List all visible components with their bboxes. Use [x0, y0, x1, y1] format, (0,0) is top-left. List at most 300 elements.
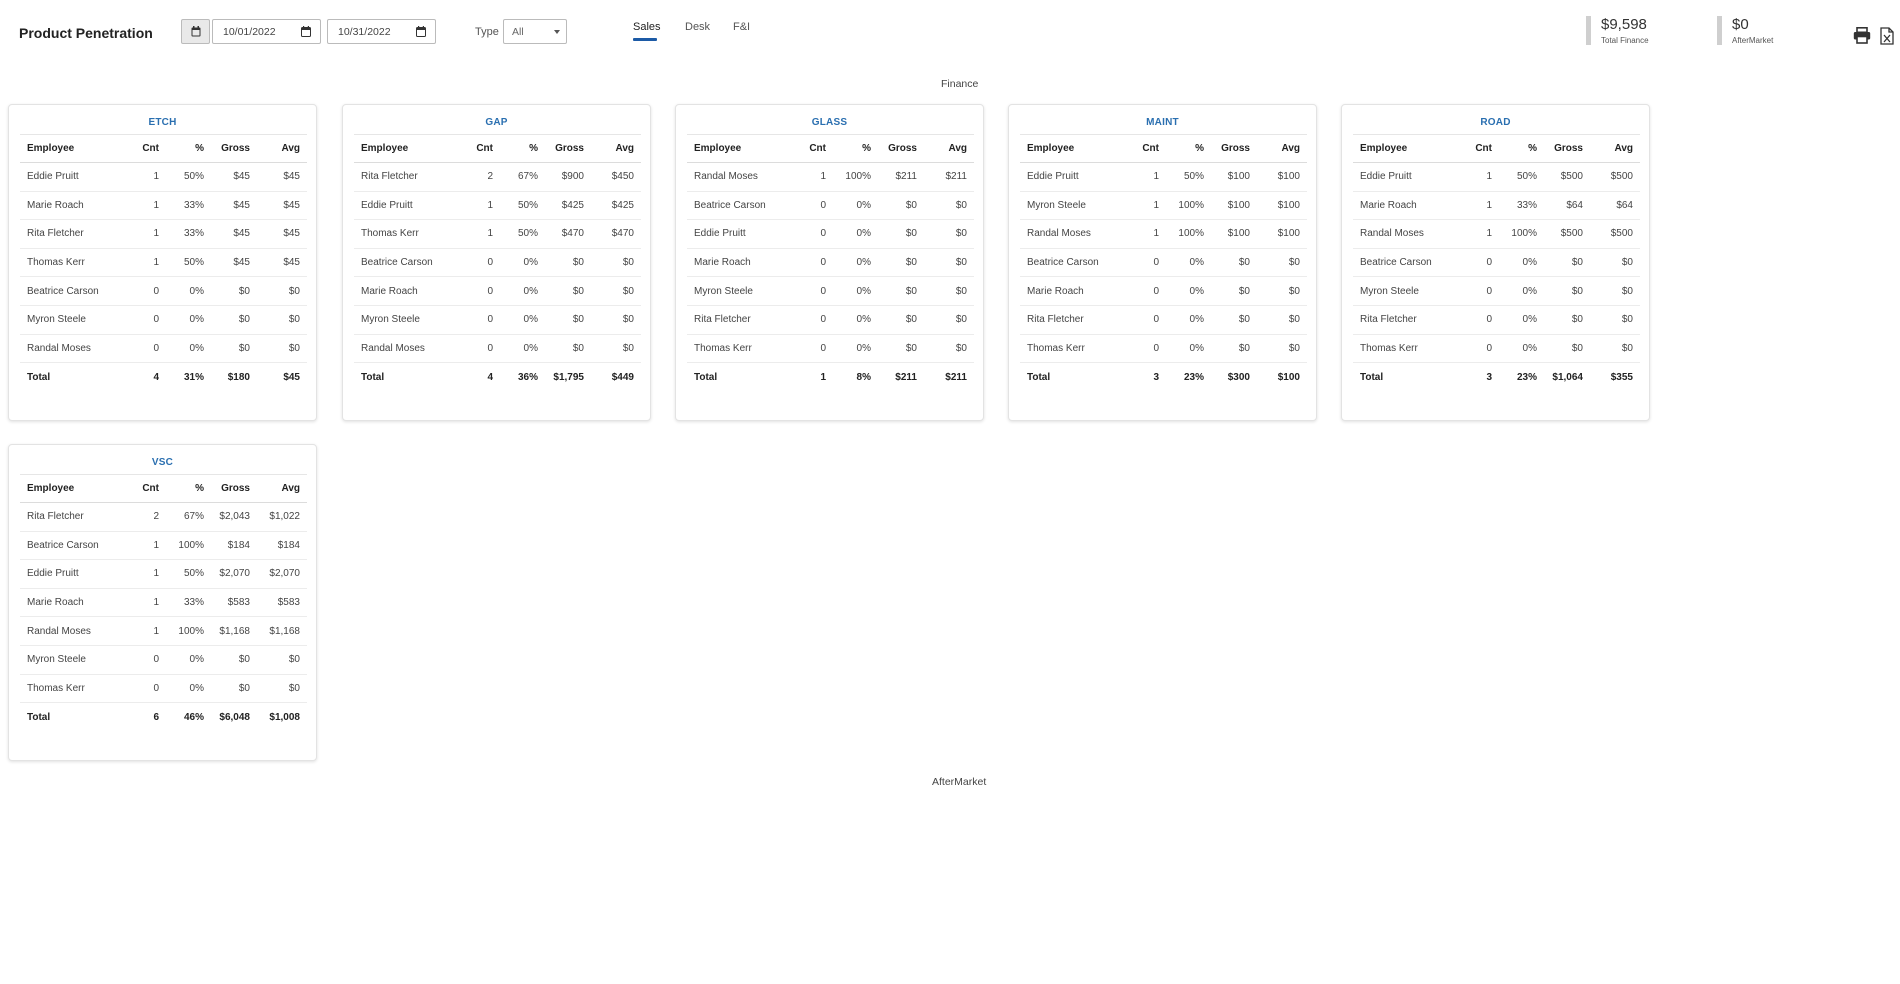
calendar-icon[interactable] — [416, 26, 426, 37]
table-row — [354, 191, 641, 220]
cell-employee-name: Marie Roach — [20, 191, 120, 220]
cell-average: $0 — [257, 305, 307, 334]
date-from-value: 10/01/2022 — [223, 26, 276, 38]
calendar-button[interactable] — [181, 19, 210, 44]
type-select[interactable] — [503, 19, 567, 44]
cell-gross: $0 — [211, 305, 257, 334]
cell-count: 0 — [787, 191, 833, 220]
total-average: $211 — [945, 371, 967, 383]
table-row — [1353, 220, 1640, 249]
cell-count: 0 — [1120, 305, 1166, 334]
cell-employee-name: Myron Steele — [20, 645, 120, 674]
cell-count: 1 — [120, 163, 166, 192]
total-gross: $180 — [227, 371, 250, 383]
total-average: $45 — [283, 371, 300, 383]
column-header-employee[interactable]: Employee — [20, 135, 120, 163]
calendar-icon — [191, 26, 201, 37]
column-header-cnt[interactable]: Cnt — [120, 475, 166, 503]
column-header-gross[interactable]: Gross — [1211, 135, 1257, 163]
cell-count: 1 — [120, 560, 166, 589]
excel-export-icon[interactable] — [1880, 27, 1894, 45]
card-title: MAINT — [1146, 117, 1179, 128]
cell-count: 2 — [120, 503, 166, 532]
cell-percent: 0% — [166, 645, 211, 674]
cell-employee-name: Beatrice Carson — [687, 191, 787, 220]
cell-percent: 0% — [166, 277, 211, 306]
cell-employee-name: Randal Moses — [1353, 220, 1453, 249]
cell-employee-name: Marie Roach — [1353, 191, 1453, 220]
table-row — [354, 220, 641, 249]
active-tab-indicator — [633, 38, 657, 41]
cell-gross: $0 — [545, 248, 591, 277]
table-row — [354, 248, 641, 277]
cell-percent: 33% — [1499, 191, 1544, 220]
cell-employee-name: Myron Steele — [354, 305, 454, 334]
table-row — [20, 277, 307, 306]
cell-gross: $0 — [878, 277, 924, 306]
cell-percent: 67% — [166, 503, 211, 532]
date-from-input[interactable] — [212, 19, 321, 44]
column-header-employee[interactable]: Employee — [20, 475, 120, 503]
cell-average: $0 — [1257, 248, 1307, 277]
cell-count: 0 — [1453, 305, 1499, 334]
cell-average: $0 — [1257, 334, 1307, 363]
date-to-value: 10/31/2022 — [338, 26, 391, 38]
cell-gross: $500 — [1544, 220, 1590, 249]
cell-gross: $211 — [878, 163, 924, 192]
column-header-gross[interactable]: Gross — [545, 135, 591, 163]
total-average: $1,008 — [269, 711, 300, 723]
cell-average: $0 — [591, 334, 641, 363]
total-employee-name: Total — [27, 711, 51, 723]
cell-average: $0 — [257, 674, 307, 703]
column-header-avg[interactable]: Avg — [257, 135, 307, 163]
cell-average: $1,168 — [257, 617, 307, 646]
table-row — [20, 674, 307, 703]
type-label: Type — [475, 26, 499, 38]
cell-average: $0 — [924, 277, 974, 306]
table-row — [687, 334, 974, 363]
cell-percent: 0% — [166, 674, 211, 703]
cell-average: $0 — [257, 277, 307, 306]
table-row — [1020, 220, 1307, 249]
cell-employee-name: Rita Fletcher — [1353, 305, 1453, 334]
table-row — [687, 163, 974, 192]
cell-employee-name: Randal Moses — [354, 334, 454, 363]
table-row — [1353, 191, 1640, 220]
cell-average: $45 — [257, 220, 307, 249]
cell-employee-name: Myron Steele — [1353, 277, 1453, 306]
cell-percent: 100% — [166, 531, 211, 560]
table-row — [1020, 248, 1307, 277]
cell-count: 1 — [1120, 220, 1166, 249]
total-employee-name: Total — [1360, 371, 1384, 383]
total-row — [687, 363, 974, 392]
cell-employee-name: Eddie Pruitt — [1353, 163, 1453, 192]
cell-count: 0 — [1120, 334, 1166, 363]
cell-gross: $0 — [211, 277, 257, 306]
cell-percent: 0% — [166, 305, 211, 334]
cell-average: $0 — [1590, 305, 1640, 334]
cell-percent: 50% — [1499, 163, 1544, 192]
card-title: ETCH — [148, 117, 177, 128]
cell-percent: 33% — [166, 220, 211, 249]
table-row — [20, 645, 307, 674]
cell-percent: 50% — [166, 163, 211, 192]
table-row — [20, 191, 307, 220]
toolbar — [0, 0, 1900, 64]
table-row — [20, 248, 307, 277]
column-header-pct[interactable]: % — [1499, 135, 1544, 163]
cell-count: 0 — [120, 277, 166, 306]
cell-average: $64 — [1590, 191, 1640, 220]
total-row — [354, 363, 641, 392]
cell-count: 1 — [787, 163, 833, 192]
total-percent: 23% — [1516, 371, 1537, 383]
tab-sales[interactable]: Sales — [633, 21, 661, 33]
cell-gross: $583 — [211, 588, 257, 617]
tab-fi[interactable]: F&I — [733, 21, 751, 33]
column-header-pct[interactable]: % — [1166, 135, 1211, 163]
product-card-etch — [8, 104, 317, 421]
table-row — [20, 588, 307, 617]
cell-gross: $0 — [545, 277, 591, 306]
cell-percent: 0% — [500, 305, 545, 334]
cell-employee-name: Eddie Pruitt — [687, 220, 787, 249]
table-header-row — [354, 135, 641, 163]
cell-percent: 0% — [1499, 277, 1544, 306]
cell-employee-name: Rita Fletcher — [1020, 305, 1120, 334]
cell-gross: $45 — [211, 191, 257, 220]
total-percent: 46% — [183, 711, 204, 723]
cell-count: 0 — [787, 305, 833, 334]
cell-gross: $64 — [1544, 191, 1590, 220]
column-header-avg[interactable]: Avg — [257, 475, 307, 503]
total-percent: 31% — [183, 371, 204, 383]
cell-employee-name: Thomas Kerr — [20, 674, 120, 703]
card-title: VSC — [151, 457, 174, 468]
cell-employee-name: Beatrice Carson — [1020, 248, 1120, 277]
cell-gross: $0 — [1211, 334, 1257, 363]
penetration-table — [20, 134, 307, 391]
cell-gross: $900 — [545, 163, 591, 192]
column-header-pct[interactable]: % — [500, 135, 545, 163]
table-header-row — [1353, 135, 1640, 163]
cell-employee-name: Randal Moses — [20, 334, 120, 363]
product-card-vsc — [8, 444, 317, 761]
cell-average: $100 — [1257, 191, 1307, 220]
table-row — [20, 560, 307, 589]
column-header-gross[interactable]: Gross — [211, 135, 257, 163]
total-percent: 23% — [1183, 371, 1204, 383]
cell-percent: 0% — [500, 248, 545, 277]
cell-count: 1 — [120, 191, 166, 220]
cell-percent: 0% — [500, 277, 545, 306]
aftermarket-section-label: AfterMarket — [932, 776, 987, 788]
column-header-employee[interactable]: Employee — [1020, 135, 1120, 163]
cell-gross: $100 — [1211, 191, 1257, 220]
column-header-avg[interactable]: Avg — [1590, 135, 1640, 163]
table-row — [354, 277, 641, 306]
cell-gross: $0 — [211, 645, 257, 674]
product-card-glass — [675, 104, 984, 421]
cell-percent: 0% — [1166, 334, 1211, 363]
table-row — [20, 503, 307, 532]
cell-count: 0 — [787, 334, 833, 363]
cell-average: $470 — [591, 220, 641, 249]
cell-average: $45 — [257, 248, 307, 277]
cell-employee-name: Beatrice Carson — [20, 531, 120, 560]
cell-percent: 100% — [833, 163, 878, 192]
column-header-gross[interactable]: Gross — [878, 135, 924, 163]
cell-gross: $0 — [545, 305, 591, 334]
penetration-table — [687, 134, 974, 391]
cell-gross: $0 — [1544, 248, 1590, 277]
cell-gross: $0 — [878, 248, 924, 277]
total-gross: $1,795 — [553, 371, 584, 383]
finance-section-label: Finance — [941, 78, 979, 90]
cell-average: $100 — [1257, 220, 1307, 249]
cell-percent: 100% — [1166, 220, 1211, 249]
cell-percent: 67% — [500, 163, 545, 192]
cell-percent: 0% — [1166, 277, 1211, 306]
date-to-input[interactable] — [327, 19, 436, 44]
cell-employee-name: Marie Roach — [20, 588, 120, 617]
cell-percent: 0% — [833, 191, 878, 220]
cell-employee-name: Myron Steele — [20, 305, 120, 334]
cell-average: $1,022 — [257, 503, 307, 532]
cell-percent: 33% — [166, 191, 211, 220]
cell-average: $0 — [257, 334, 307, 363]
cell-percent: 100% — [1499, 220, 1544, 249]
aftermarket-label: AfterMarket — [1732, 36, 1774, 45]
total-count: 1 — [820, 371, 826, 383]
penetration-table — [1353, 134, 1640, 391]
product-card-gap — [342, 104, 651, 421]
cell-count: 0 — [454, 305, 500, 334]
column-header-cnt[interactable]: Cnt — [120, 135, 166, 163]
cell-gross: $45 — [211, 220, 257, 249]
cell-average: $500 — [1590, 220, 1640, 249]
cell-percent: 0% — [833, 277, 878, 306]
total-count: 4 — [487, 371, 493, 383]
column-header-pct[interactable]: % — [166, 475, 211, 503]
stat-bar — [1717, 16, 1722, 45]
cell-average: $425 — [591, 191, 641, 220]
print-icon[interactable] — [1853, 27, 1871, 44]
cell-average: $0 — [591, 305, 641, 334]
cell-percent: 0% — [833, 248, 878, 277]
table-row — [1353, 334, 1640, 363]
column-header-pct[interactable]: % — [833, 135, 878, 163]
total-employee-name: Total — [694, 371, 718, 383]
table-row — [20, 305, 307, 334]
cell-count: 0 — [787, 248, 833, 277]
cell-percent: 0% — [833, 220, 878, 249]
column-header-avg[interactable]: Avg — [1257, 135, 1307, 163]
cell-employee-name: Beatrice Carson — [354, 248, 454, 277]
column-header-cnt[interactable]: Cnt — [1120, 135, 1166, 163]
cell-average: $0 — [1257, 277, 1307, 306]
cell-percent: 50% — [166, 248, 211, 277]
cell-gross: $1,168 — [211, 617, 257, 646]
column-header-cnt[interactable]: Cnt — [454, 135, 500, 163]
cell-average: $0 — [591, 277, 641, 306]
stat-bar — [1586, 16, 1591, 45]
aftermarket-value: $0 — [1732, 16, 1749, 33]
table-row — [20, 163, 307, 192]
cell-employee-name: Beatrice Carson — [1353, 248, 1453, 277]
cell-average: $45 — [257, 163, 307, 192]
column-header-cnt[interactable]: Cnt — [787, 135, 833, 163]
cell-count: 1 — [1453, 191, 1499, 220]
cell-employee-name: Thomas Kerr — [1020, 334, 1120, 363]
cell-count: 0 — [1120, 248, 1166, 277]
cell-count: 1 — [120, 220, 166, 249]
cell-employee-name: Marie Roach — [354, 277, 454, 306]
cell-gross: $0 — [211, 334, 257, 363]
cell-gross: $0 — [1211, 277, 1257, 306]
table-header-row — [687, 135, 974, 163]
cell-average: $0 — [1590, 277, 1640, 306]
cell-percent: 0% — [1166, 305, 1211, 334]
cell-employee-name: Eddie Pruitt — [1020, 163, 1120, 192]
cell-count: 0 — [787, 220, 833, 249]
page-title: Product Penetration — [19, 25, 153, 41]
total-row — [20, 363, 307, 392]
cell-average: $0 — [924, 248, 974, 277]
total-count: 3 — [1486, 371, 1492, 383]
cell-percent: 0% — [1166, 248, 1211, 277]
table-row — [354, 334, 641, 363]
cell-percent: 0% — [1499, 334, 1544, 363]
cell-employee-name: Marie Roach — [1020, 277, 1120, 306]
cell-gross: $0 — [1544, 277, 1590, 306]
total-employee-name: Total — [27, 371, 51, 383]
column-header-employee[interactable]: Employee — [687, 135, 787, 163]
table-row — [20, 531, 307, 560]
calendar-icon[interactable] — [301, 26, 311, 37]
card-title: GLASS — [811, 117, 848, 128]
cell-gross: $0 — [878, 305, 924, 334]
cell-average: $100 — [1257, 163, 1307, 192]
cell-count: 2 — [454, 163, 500, 192]
cell-employee-name: Thomas Kerr — [354, 220, 454, 249]
column-header-avg[interactable]: Avg — [924, 135, 974, 163]
cell-average: $0 — [1590, 334, 1640, 363]
cell-employee-name: Rita Fletcher — [20, 220, 120, 249]
cell-employee-name: Randal Moses — [1020, 220, 1120, 249]
total-finance-label: Total Finance — [1601, 36, 1649, 45]
card-title: GAP — [485, 117, 508, 128]
cell-gross: $0 — [545, 334, 591, 363]
column-header-gross[interactable]: Gross — [1544, 135, 1590, 163]
cell-employee-name: Beatrice Carson — [20, 277, 120, 306]
table-header-row — [20, 135, 307, 163]
penetration-table — [1020, 134, 1307, 391]
cell-percent: 100% — [1166, 191, 1211, 220]
total-average: $355 — [1610, 371, 1633, 383]
product-card-maint — [1008, 104, 1317, 421]
total-percent: 36% — [517, 371, 538, 383]
table-row — [1020, 277, 1307, 306]
table-header-row — [20, 475, 307, 503]
cell-average: $0 — [924, 305, 974, 334]
cell-gross: $0 — [1211, 305, 1257, 334]
cell-average: $0 — [924, 220, 974, 249]
column-header-avg[interactable]: Avg — [591, 135, 641, 163]
cell-count: 0 — [1453, 277, 1499, 306]
cell-percent: 0% — [833, 334, 878, 363]
cell-gross: $184 — [211, 531, 257, 560]
cell-gross: $0 — [211, 674, 257, 703]
column-header-employee[interactable]: Employee — [1353, 135, 1453, 163]
table-row — [1020, 191, 1307, 220]
cell-employee-name: Rita Fletcher — [354, 163, 454, 192]
cell-gross: $100 — [1211, 163, 1257, 192]
cell-average: $0 — [924, 334, 974, 363]
cell-gross: $45 — [211, 163, 257, 192]
table-row — [687, 248, 974, 277]
tab-desk[interactable]: Desk — [685, 21, 711, 33]
cell-employee-name: Rita Fletcher — [687, 305, 787, 334]
cell-gross: $0 — [878, 220, 924, 249]
cell-count: 0 — [120, 645, 166, 674]
table-row — [1020, 305, 1307, 334]
column-header-cnt[interactable]: Cnt — [1453, 135, 1499, 163]
cell-gross: $100 — [1211, 220, 1257, 249]
total-finance-value: $9,598 — [1601, 16, 1647, 33]
column-header-pct[interactable]: % — [166, 135, 211, 163]
total-gross: $300 — [1227, 371, 1250, 383]
cell-employee-name: Eddie Pruitt — [354, 191, 454, 220]
total-row — [20, 703, 307, 732]
cell-percent: 50% — [1166, 163, 1211, 192]
cell-percent: 0% — [166, 334, 211, 363]
cell-employee-name: Thomas Kerr — [687, 334, 787, 363]
card-title: ROAD — [1480, 117, 1511, 128]
cell-employee-name: Thomas Kerr — [20, 248, 120, 277]
table-row — [1353, 277, 1640, 306]
column-header-employee[interactable]: Employee — [354, 135, 454, 163]
cell-average: $0 — [1257, 305, 1307, 334]
column-header-gross[interactable]: Gross — [211, 475, 257, 503]
total-row — [1353, 363, 1640, 392]
cell-percent: 33% — [166, 588, 211, 617]
cell-employee-name: Marie Roach — [687, 248, 787, 277]
cell-average: $583 — [257, 588, 307, 617]
total-row — [1020, 363, 1307, 392]
cell-count: 1 — [1120, 163, 1166, 192]
cell-gross: $0 — [1544, 305, 1590, 334]
cell-average: $211 — [924, 163, 974, 192]
cell-employee-name: Rita Fletcher — [20, 503, 120, 532]
cell-average: $0 — [591, 248, 641, 277]
cell-average: $0 — [924, 191, 974, 220]
cell-count: 0 — [1120, 277, 1166, 306]
cell-count: 0 — [454, 248, 500, 277]
cell-gross: $0 — [1544, 334, 1590, 363]
cell-percent: 0% — [833, 305, 878, 334]
cell-employee-name: Myron Steele — [687, 277, 787, 306]
cell-gross: $0 — [878, 334, 924, 363]
cell-gross: $0 — [878, 191, 924, 220]
cell-employee-name: Randal Moses — [20, 617, 120, 646]
cell-count: 0 — [454, 334, 500, 363]
cell-percent: 0% — [1499, 248, 1544, 277]
table-row — [20, 220, 307, 249]
total-count: 3 — [1153, 371, 1159, 383]
